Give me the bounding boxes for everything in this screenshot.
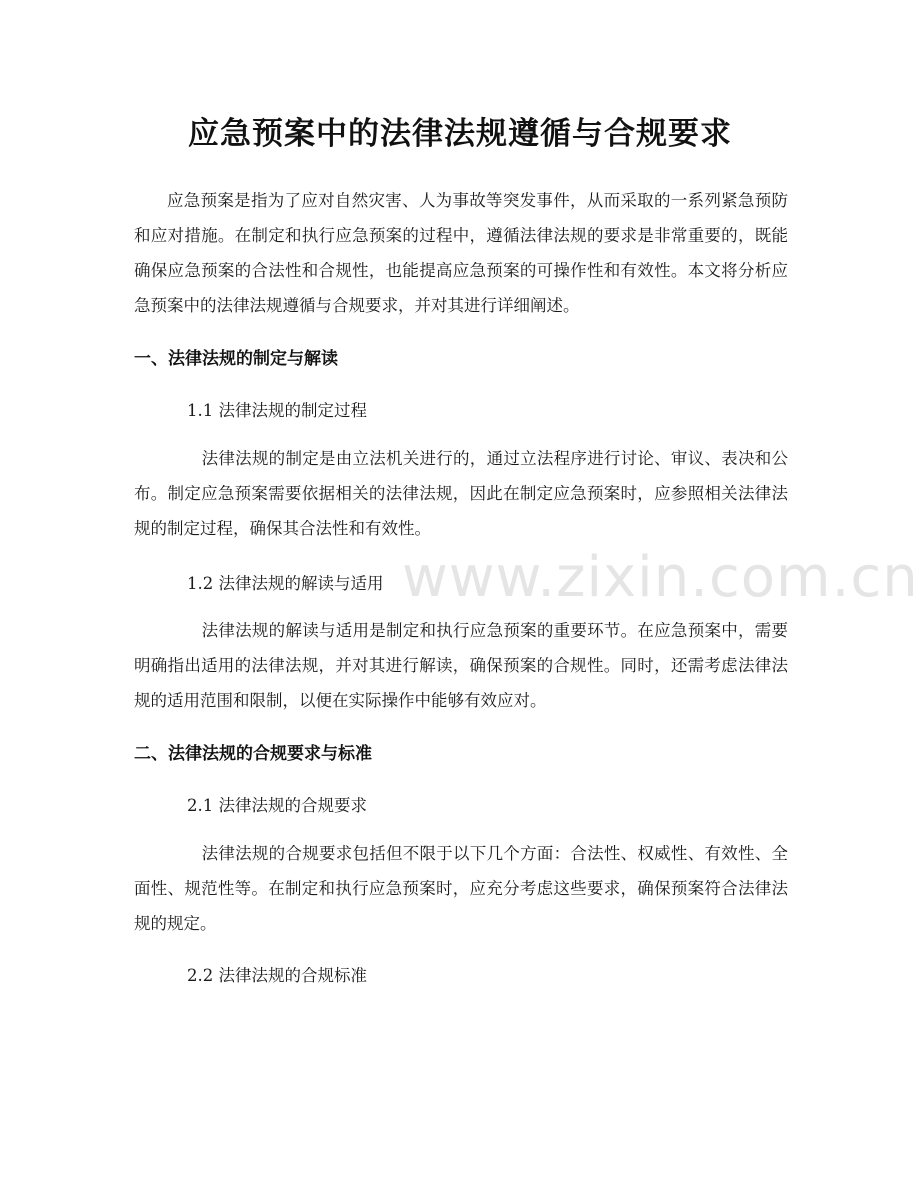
section-2-1-heading: 2.1 法律法规的合规要求	[187, 796, 367, 815]
intro-paragraph: 应急预案是指为了应对自然灾害、人为事故等突发事件，从而采取的一系列紧急预防和应对措施。在制定和执行应急预案的过程中，遵循法律法规的要求是非常重要的，既能确保应急预案的合法性和合规性，也能提高应急预案的可操作性和有效性。本文将分析应急预案中的法律法规遵循与合规要求，并对其进行详细阐述。	[134, 191, 788, 315]
section-1-2-heading: 1.2 法律法规的解读与适用	[187, 574, 384, 593]
section-2-1-paragraph: 法律法规的合规要求包括但不限于以下几个方面：合法性、权威性、有效性、全面性、规范性等。在制定和执行应急预案时，应充分考虑这些要求，确保预案符合法律法规的规定。	[134, 844, 788, 933]
section-1-1-heading: 1.1 法律法规的制定过程	[187, 401, 367, 420]
section-2-2-heading: 2.2 法律法规的合规标准	[187, 966, 367, 985]
section-1-2-paragraph: 法律法规的解读与适用是制定和执行应急预案的重要环节。在应急预案中，需要明确指出适用的法律法规，并对其进行解读，确保预案的合规性。同时，还需考虑法律法规的适用范围和限制，以便在实际操作中能够有效应对。	[134, 621, 788, 710]
document-title: 应急预案中的法律法规遵循与合规要求	[188, 116, 732, 152]
section-1-1-paragraph: 法律法规的制定是由立法机关进行的，通过立法程序进行讨论、审议、表决和公布。制定应急预案需要依据相关的法律法规，因此在制定应急预案时，应参照相关法律法规的制定过程，确保其合法性和有效性。	[134, 449, 788, 538]
watermark: www.zixin.com.cn	[402, 545, 919, 610]
section-2-heading: 二、法律法规的合规要求与标准	[134, 744, 372, 764]
section-1-heading: 一、法律法规的制定与解读	[134, 349, 338, 369]
